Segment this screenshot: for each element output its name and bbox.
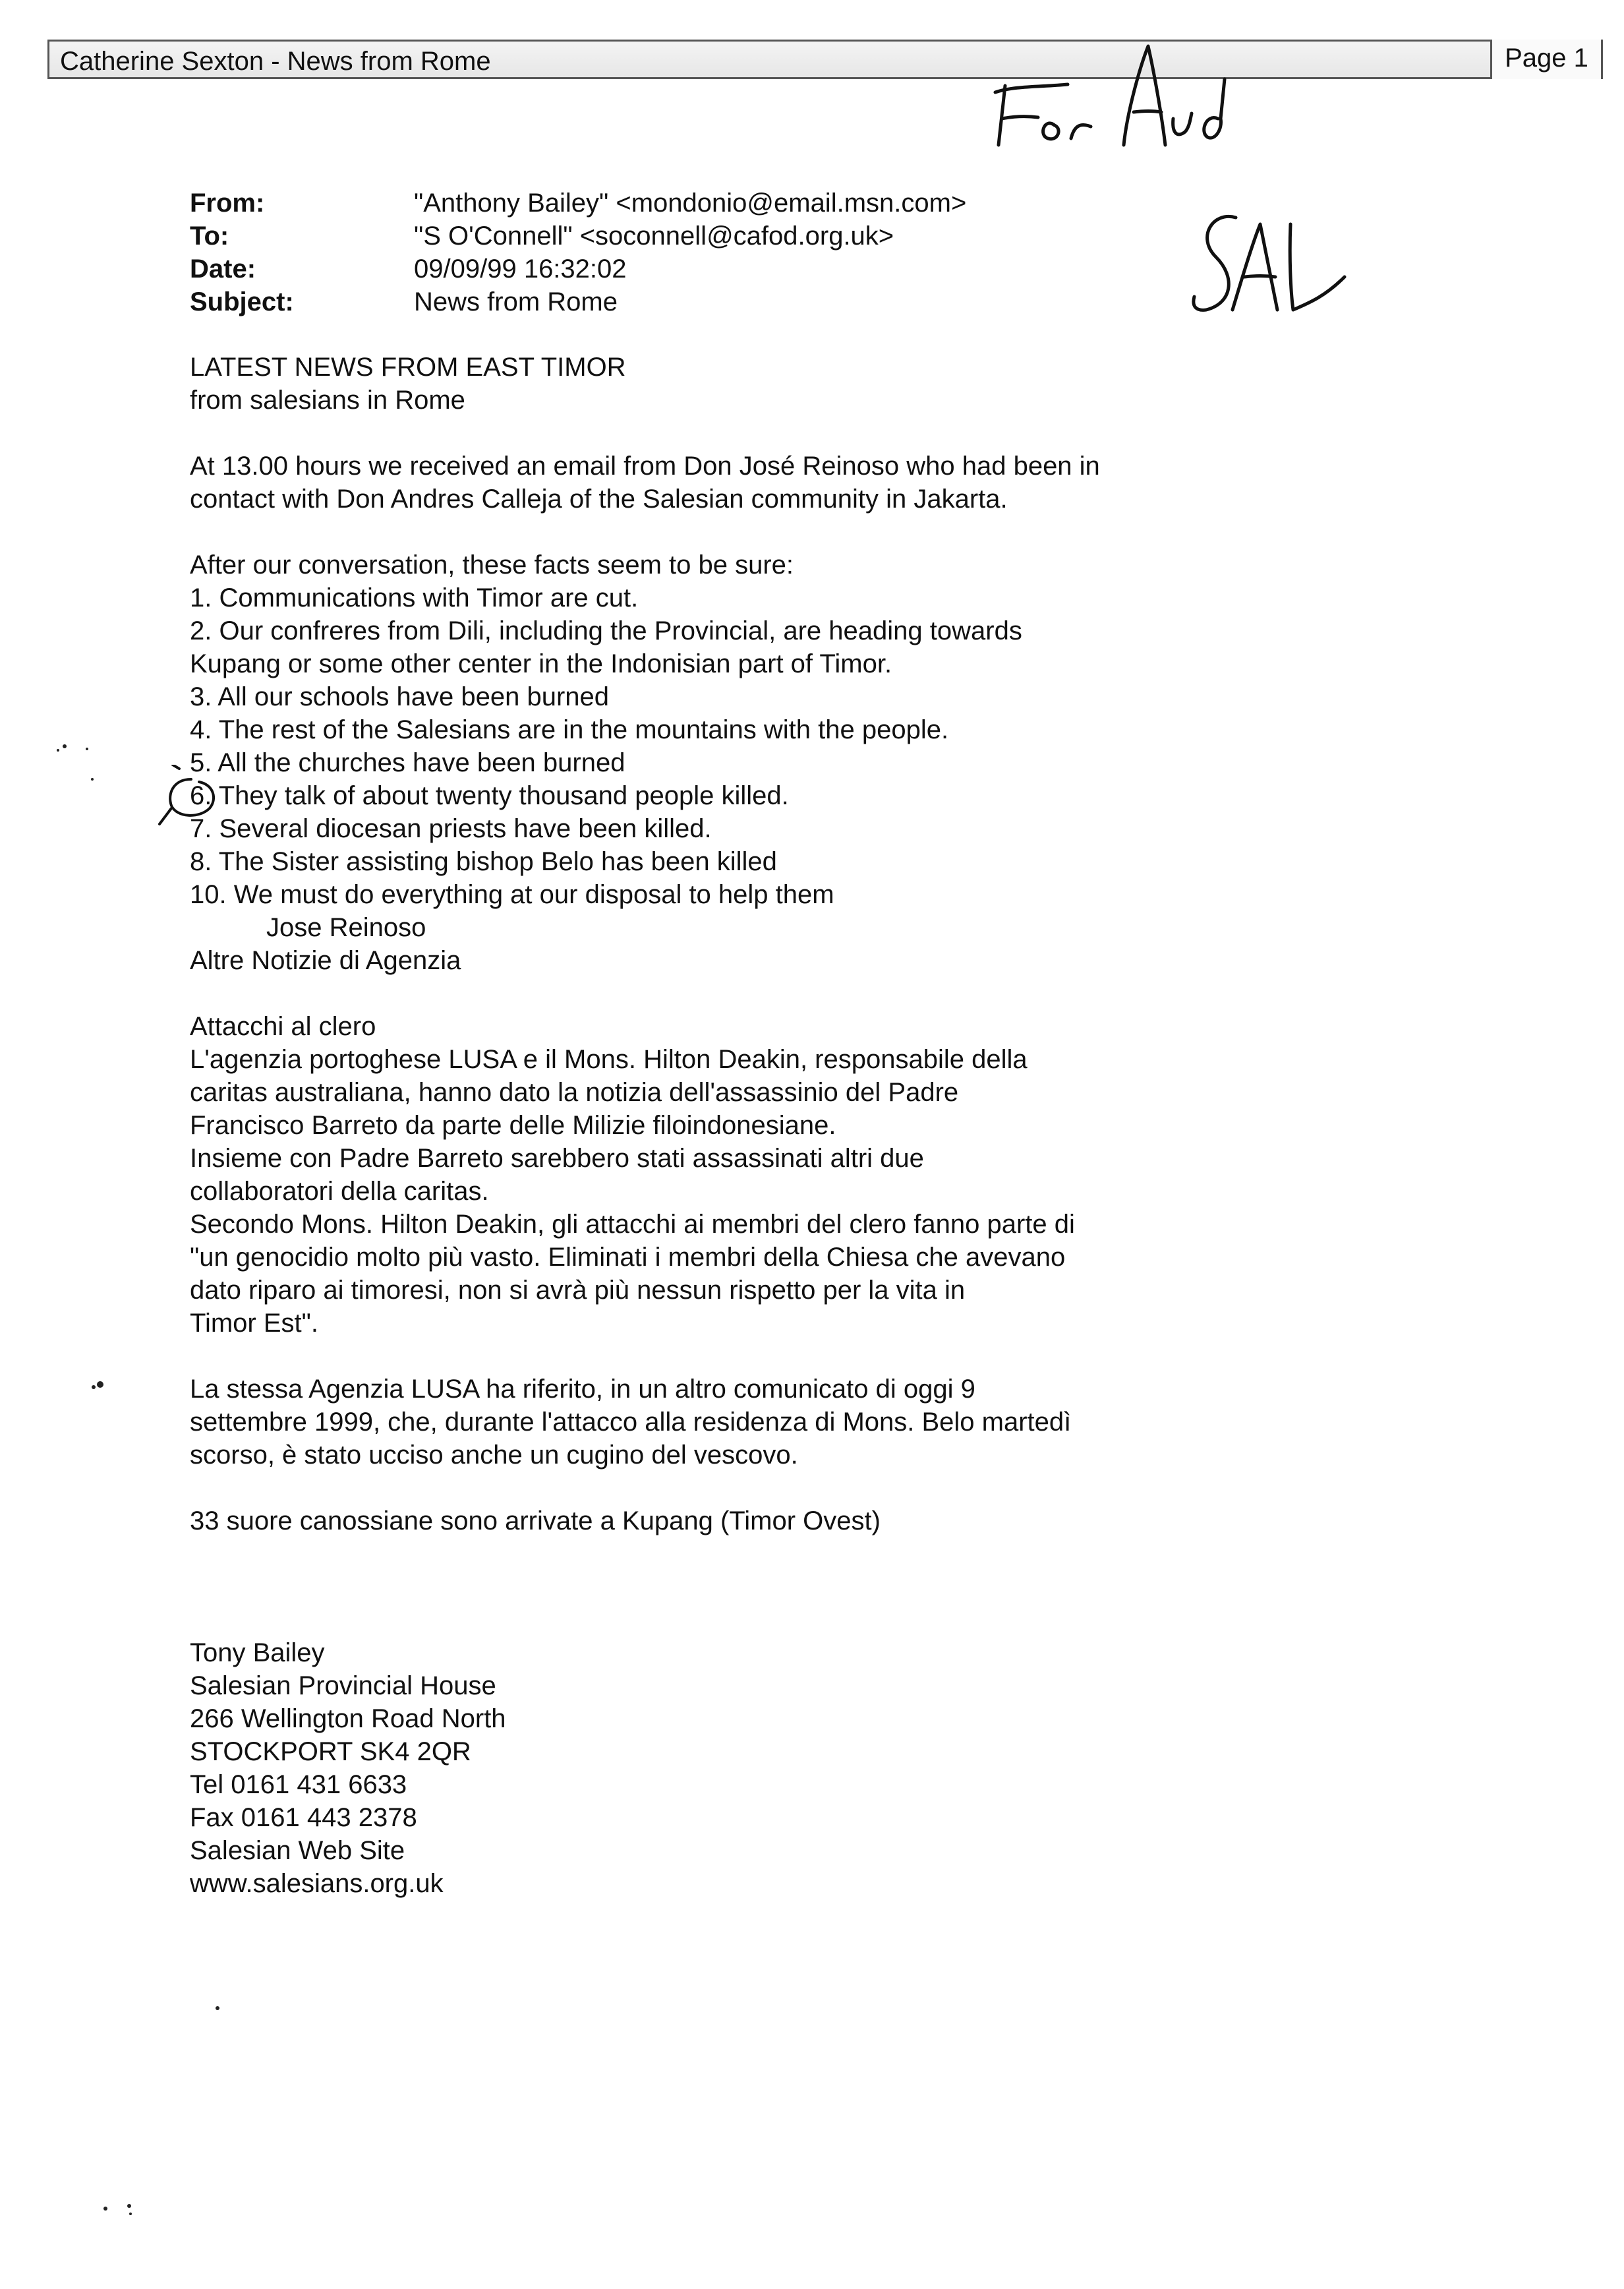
page-number: Page 1 — [1490, 40, 1601, 79]
fact-item: 10. We must do everything at our disposal to help them — [190, 880, 834, 909]
lusa-line: settembre 1999, che, durante l'attacco alla residenza di Mons. Belo martedì — [190, 1408, 1072, 1437]
attacchi-line: caritas australiana, hanno dato la notizia dell'assassinio del Padre — [190, 1078, 959, 1107]
attacchi-line: Secondo Mons. Hilton Deakin, gli attacchi ai membri del clero fanno parte di — [190, 1210, 1075, 1239]
handwritten-note-for-aud — [975, 40, 1279, 158]
fact-item: Kupang or some other center in the Indonisian part of Timor. — [190, 649, 892, 678]
attacchi-line: dato riparo ai timoresi, non si avrà più nessun rispetto per la vita in — [190, 1276, 966, 1305]
attacchi-title: Attacchi al clero — [190, 1012, 376, 1041]
fact-item: 7. Several diocesan priests have been killed. — [190, 814, 712, 843]
subject-label: Subject: — [190, 287, 294, 316]
handwritten-initials-sal — [1186, 198, 1358, 330]
fact-item: 2. Our confreres from Dili, including the Provincial, are heading towards — [190, 616, 1022, 645]
lusa-line: La stessa Agenzia LUSA ha riferito, in un altro comunicato di oggi 9 — [190, 1375, 975, 1404]
document-title: Catherine Sexton - News from Rome — [60, 47, 491, 76]
to-label: To: — [190, 222, 229, 251]
intro-line: At 13.00 hours we received an email from Don José Reinoso who had been in — [190, 452, 1100, 481]
scan-speckles — [0, 0, 264, 2289]
date-value: 09/09/99 16:32:02 — [414, 254, 627, 283]
contact-line: Salesian Web Site — [190, 1836, 405, 1865]
contact-line: Salesian Provincial House — [190, 1671, 496, 1700]
altre-notizie: Altre Notizie di Agenzia — [190, 946, 461, 975]
suore-line: 33 suore canossiane sono arrivate a Kupang (Timor Ovest) — [190, 1506, 881, 1535]
attacchi-line: Insieme con Padre Barreto sarebbero stati assassinati altri due — [190, 1144, 924, 1173]
contact-fax: Fax 0161 443 2378 — [190, 1803, 417, 1832]
contact-line: STOCKPORT SK4 2QR — [190, 1737, 471, 1766]
subject-value: News from Rome — [414, 287, 618, 316]
attacchi-line: L'agenzia portoghese LUSA e il Mons. Hilton Deakin, responsabile della — [190, 1045, 1028, 1074]
print-header — [47, 40, 1603, 79]
contact-phone: Tel 0161 431 6633 — [190, 1770, 407, 1799]
attacchi-line: Francisco Barreto da parte delle Milizie filoindonesiane. — [190, 1111, 836, 1140]
attacchi-line: Timor Est". — [190, 1309, 318, 1338]
contact-website: www.salesians.org.uk — [190, 1869, 444, 1898]
attacchi-line: "un genocidio molto più vasto. Eliminati i membri della Chiesa che avevano — [190, 1243, 1066, 1272]
fact-item: 4. The rest of the Salesians are in the mountains with the people. — [190, 715, 949, 744]
fact-item: 6. They talk of about twenty thousand people killed. — [190, 781, 789, 810]
source-line: from salesians in Rome — [190, 386, 465, 415]
lusa-line: scorso, è stato ucciso anche un cugino del vescovo. — [190, 1441, 798, 1470]
attacchi-line: collaboratori della caritas. — [190, 1177, 489, 1206]
headline: LATEST NEWS FROM EAST TIMOR — [190, 353, 626, 382]
from-label: From: — [190, 189, 265, 218]
fact-item: 5. All the churches have been burned — [190, 748, 625, 777]
signature-name: Jose Reinoso — [266, 913, 426, 942]
fact-item: 1. Communications with Timor are cut. — [190, 583, 639, 612]
contact-line: 266 Wellington Road North — [190, 1704, 506, 1733]
fact-item: 3. All our schools have been burned — [190, 682, 609, 711]
date-label: Date: — [190, 254, 256, 283]
fact-item: 8. The Sister assisting bishop Belo has been killed — [190, 847, 777, 876]
to-value: "S O'Connell" <soconnell@cafod.org.uk> — [414, 222, 894, 251]
intro-line: contact with Don Andres Calleja of the Salesian community in Jakarta. — [190, 485, 1008, 514]
facts-intro: After our conversation, these facts seem to be sure: — [190, 550, 794, 580]
from-value: "Anthony Bailey" <mondonio@email.msn.com> — [414, 189, 967, 218]
contact-name: Tony Bailey — [190, 1638, 325, 1667]
